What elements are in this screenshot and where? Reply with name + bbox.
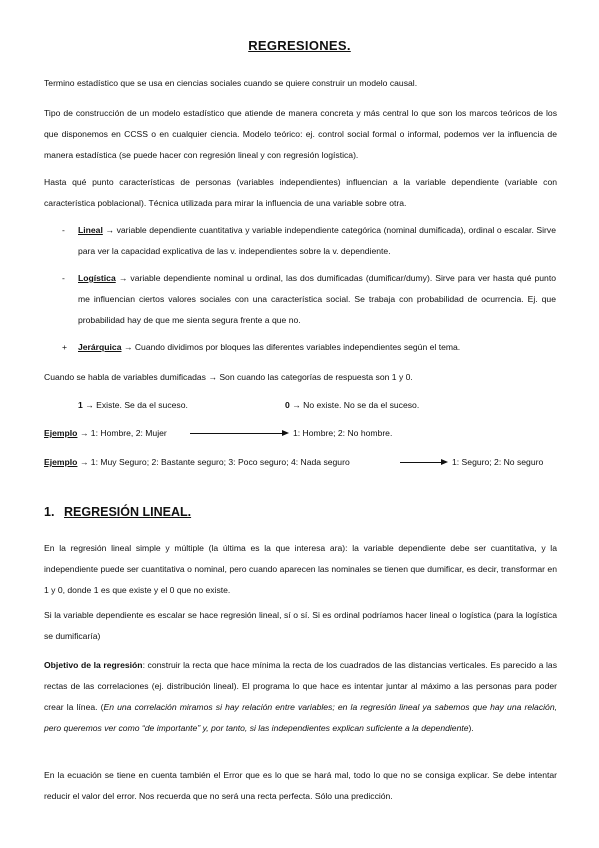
list-item-lineal: [78, 220, 556, 262]
section-heading: [44, 505, 191, 519]
example-1-left: [44, 426, 167, 440]
example-label: Ejemplo: [44, 428, 78, 438]
intro-paragraph-3: Hasta qué punto características de personas (variables independientes) influencian a la variable dependiente (variable con característica poblacional). Técnica utilizada para mirar la influencia de una variable sobre otra.: [44, 177, 557, 208]
list-text: → variable dependiente nominal u ordinal, las dos dumificadas (dumificar/dumy). Sirve para ver hasta qué punto me influencian ciertos valores sociales con una característica social. Se trabaja con probabilidad de ocurrencia. Ej. que probabilidad hay de que me sienta segura frente a que no.: [78, 273, 556, 325]
list-term: Logística: [78, 273, 116, 283]
list-item-jerarquica: [78, 337, 556, 358]
list-text: → Cuando dividimos por bloques las diferentes variables independientes según el tema.: [121, 342, 461, 352]
list-bullet: -: [62, 273, 65, 283]
list-term: Lineal: [78, 225, 103, 235]
dummy-zero-key: 0: [285, 400, 290, 410]
dummies-intro: Cuando se habla de variables dumificadas → Son cuando las categorías de respuesta son 1 y 0.: [44, 372, 413, 382]
section-paragraph-2: Si la variable dependiente es escalar se hace regresión lineal, sí o sí. Si es ordinal podríamos hacer lineal o logística (para la logística se dumificaría): [44, 610, 557, 641]
list-bullet: +: [62, 342, 68, 352]
list-text: → variable dependiente cuantitativa y variable independiente categórica (nominal dumificada), ordinal o escalar. Sirve para ver la capacidad explicativa de las v. independientes sobre la v. dependiente.: [78, 225, 556, 256]
example-2-right: 1: Seguro; 2: No seguro: [452, 457, 544, 467]
example-left-text: → 1: Hombre, 2: Mujer: [77, 428, 167, 438]
section-paragraph-1: En la regresión lineal simple y múltiple (la última es la que interesa ara): la variable dependiente debe ser cuantitativa, y la independiente puede ser cuantitativa o nominal, pero cuando aparecen las nominales se tienen que dumificar, es decir, transformar en 1 y 0, donde 1 es que existe y el 0 que no existe.: [44, 543, 557, 595]
section-title: REGRESIÓN LINEAL.: [64, 505, 192, 519]
arrow-right-icon: [282, 430, 289, 436]
example-2-arrow-line: [400, 462, 442, 463]
section-number: 1.: [44, 505, 55, 519]
dummy-zero-line: [285, 398, 419, 412]
list-bullet: -: [62, 225, 65, 235]
section-paragraph-4: En la ecuación se tiene en cuenta también el Error que es lo que se hará mal, todo lo que no se consiga explicar. Se debe intentar reducir el valor del error. Nos recuerda que no será una recta perfecta. Sólo una predicción.: [44, 770, 557, 801]
objective-label: Objetivo de la regresión: [44, 660, 143, 670]
list-term: Jerárquica: [78, 342, 122, 352]
objective-text: : construir la recta que hace mínima la recta de los cuadrados de las distancias verticales. Es parecido a las rectas de las correlaciones (ej. distribución lineal). El programa lo que hace es intentar juntar al máximo a las personas para poder crear la línea. (: [44, 660, 557, 712]
intro-paragraph-1: Termino estadístico que se usa en ciencias sociales cuando se quiere construir un modelo causal.: [44, 78, 418, 88]
section-paragraph-objective: [44, 655, 557, 739]
example-1-arrow-line: [190, 433, 283, 434]
dummy-one-line: [78, 398, 188, 412]
example-label: Ejemplo: [44, 457, 78, 467]
dummy-one-key: 1: [78, 400, 83, 410]
list-item-logistica: [78, 268, 556, 331]
intro-paragraph-2: Tipo de construcción de un modelo estadístico que atiende de manera concreta y más central lo que son los marcos teóricos de los que disponemos en CCSS o en cualquier ciencia. Modelo teórico: ej. control social formal o informal, podemos ver la influencia de manera estadística (se puede hacer con regresión lineal y con regresión logística).: [44, 108, 557, 160]
objective-end: ).: [468, 723, 474, 733]
example-left-text: → 1: Muy Seguro; 2: Bastante seguro; 3: Poco seguro; 4: Nada seguro: [77, 457, 350, 467]
arrow-right-icon: [441, 459, 448, 465]
example-1-right: 1: Hombre; 2: No hombre.: [293, 428, 393, 438]
dummy-one-text: → Existe. Se da el suceso.: [82, 400, 188, 410]
example-2-left: [44, 455, 350, 469]
dummy-zero-text: → No existe. No se da el suceso.: [289, 400, 420, 410]
objective-italic: En una correlación miramos si hay relación entre variables; en la regresión lineal ya sabemos que hay una relación, pero queremos ver como “de importante” y, por tanto, si las independientes explican suficiente a la dependiente: [44, 702, 557, 733]
page-title: REGRESIONES.: [248, 38, 351, 53]
